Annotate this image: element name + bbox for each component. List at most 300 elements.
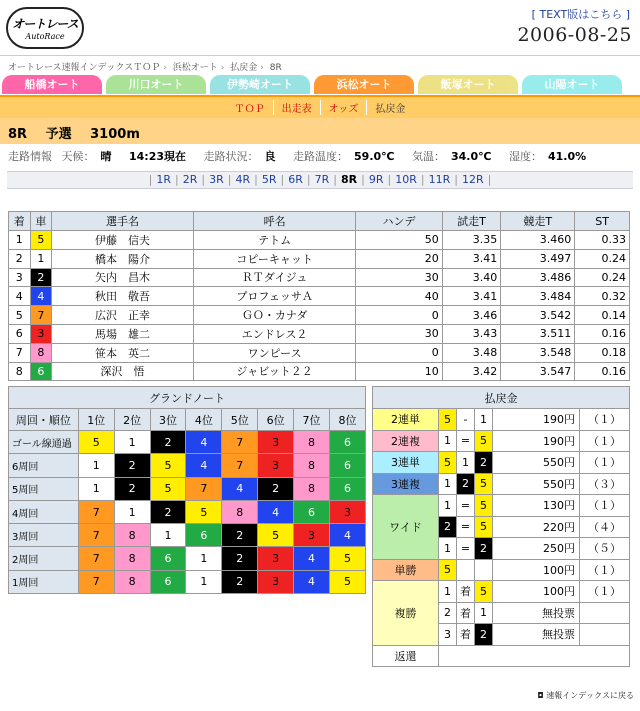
lap-label: 2周回	[9, 547, 79, 570]
result-cell: 8	[9, 362, 31, 381]
car-number-cell: 4	[294, 570, 330, 593]
grand-note-header-cell: 7位	[294, 409, 330, 431]
payout-amount: 100円	[493, 559, 580, 581]
result-cell: 0	[356, 343, 442, 362]
result-cell: 0.32	[575, 287, 630, 306]
car-number-cell: 8	[222, 500, 258, 523]
result-cell: エンドレス２	[193, 324, 356, 343]
result-cell: 3.547	[501, 362, 575, 381]
popularity: （１）	[580, 495, 630, 517]
result-cell: 7	[9, 343, 31, 362]
car-number-cell: 2	[439, 516, 457, 538]
grand-note-header-cell: 4位	[186, 409, 222, 431]
car-number-cell: 8	[114, 570, 150, 593]
race-nav-separator: |	[333, 173, 338, 186]
car-number-cell: 4	[186, 454, 222, 477]
result-cell: 3.497	[501, 249, 575, 268]
weather-time: 14:23現在	[129, 150, 187, 163]
race-nav-link[interactable]: 10R	[395, 173, 417, 186]
payout-amount: 250円	[493, 538, 580, 560]
race-distance: 3100m	[90, 127, 140, 142]
car-number-cell: 3	[258, 570, 294, 593]
car-number-cell: 7	[222, 431, 258, 454]
track-tab[interactable]: 浜松オート	[314, 75, 414, 94]
popularity: （３）	[580, 473, 630, 495]
result-cell: 0.24	[575, 268, 630, 287]
grand-note-row	[9, 570, 366, 593]
result-row	[9, 306, 630, 325]
grand-note-title: グランドノート	[9, 387, 366, 409]
result-row	[9, 249, 630, 268]
car-number-cell: 2	[30, 268, 52, 287]
place-rank: 1	[439, 581, 457, 603]
race-nav-separator: |	[361, 173, 365, 186]
payout-amount: 190円	[493, 409, 580, 431]
race-nav-link[interactable]: 6R	[288, 173, 303, 186]
result-cell: 3.43	[442, 324, 500, 343]
race-nav-link[interactable]: 9R	[368, 173, 384, 186]
car-number-cell: 7	[78, 524, 114, 547]
air-temp-value: 34.0℃	[450, 150, 492, 163]
race-number-nav	[7, 171, 633, 189]
car-number-cell: 1	[475, 409, 493, 431]
race-nav-link[interactable]: 2R	[182, 173, 198, 186]
bet-operator: =	[457, 430, 475, 452]
race-type: 予選	[45, 127, 72, 142]
car-number-cell: 1	[78, 477, 114, 500]
subnav-item[interactable]: オッズ	[320, 100, 367, 115]
breadcrumb-page[interactable]: 払戻金	[230, 63, 258, 73]
result-cell[interactable]: 伊藤 信夫	[52, 231, 194, 250]
bet-operator: =	[457, 538, 475, 560]
breadcrumb: オートレース速報インデックスＴＯＰ › 浜松オート › 払戻金 › 8R	[8, 63, 282, 73]
car-number-cell: 4	[222, 477, 258, 500]
race-nav-link[interactable]: 8R	[341, 173, 358, 186]
result-cell[interactable]: 笹本 英二	[52, 343, 194, 362]
grand-note-header-cell: 2位	[114, 409, 150, 431]
bet-type: 2連単	[373, 409, 439, 431]
result-cell: 50	[356, 231, 442, 250]
result-cell: ワンピース	[193, 343, 356, 362]
car-number-cell: 7	[78, 500, 114, 523]
car-number-cell: 5	[439, 559, 457, 581]
car-number-cell: 3	[329, 500, 365, 523]
race-nav-link[interactable]: 7R	[314, 173, 330, 186]
grand-note-title-row	[9, 387, 366, 409]
result-cell[interactable]: 深沢 悟	[52, 362, 194, 381]
car-number-cell: 1	[114, 500, 150, 523]
payout-amount: 550円	[493, 452, 580, 474]
grand-note-header-cell: 6位	[258, 409, 294, 431]
race-number: 8R	[8, 127, 28, 142]
result-cell[interactable]: 広沢 正幸	[52, 306, 194, 325]
result-header-row	[9, 212, 630, 231]
car-number-cell: 4	[294, 547, 330, 570]
car-number-cell: 6	[150, 547, 186, 570]
car-number-cell: 3	[258, 431, 294, 454]
grand-note-header-cell: 5位	[222, 409, 258, 431]
result-table	[8, 211, 630, 381]
result-row	[9, 362, 630, 381]
popularity: （１）	[580, 430, 630, 452]
payout-amount: 220円	[493, 516, 580, 538]
car-number-cell: 1	[30, 249, 52, 268]
car-number-cell: 5	[475, 516, 493, 538]
car-number-cell: 7	[186, 477, 222, 500]
result-cell: 3.460	[501, 231, 575, 250]
place-rank: 3	[439, 624, 457, 646]
result-header-cell: 競走T	[501, 212, 575, 231]
race-nav-link[interactable]: 5R	[261, 173, 277, 186]
car-number-cell: 5	[475, 473, 493, 495]
payout-amount: 130円	[493, 495, 580, 517]
breadcrumb-index[interactable]: オートレース速報インデックスＴＯＰ	[8, 63, 161, 73]
popularity: （５）	[580, 538, 630, 560]
car-number-cell: 3	[294, 524, 330, 547]
bet-type: 2連複	[373, 430, 439, 452]
popularity: （１）	[580, 581, 630, 603]
lap-label: 5周回	[9, 477, 79, 500]
car-number-cell: 2	[114, 477, 150, 500]
car-number-cell: 2	[222, 524, 258, 547]
breadcrumb-race: 8R	[269, 63, 282, 73]
track-tab[interactable]: 飯塚オート	[418, 75, 518, 94]
track-info	[0, 144, 640, 167]
text-version-label[interactable]: TEXT版はこちら	[539, 8, 623, 21]
popularity	[580, 602, 630, 624]
car-number-cell: 4	[186, 431, 222, 454]
car-number-cell: 7	[30, 306, 52, 325]
breadcrumb-track[interactable]: 浜松オート	[172, 63, 218, 73]
bet-type: 3連複	[373, 473, 439, 495]
car-number-cell: 1	[439, 495, 457, 517]
car-number-cell: 1	[439, 538, 457, 560]
result-cell: 6	[9, 324, 31, 343]
car-number-cell: 5	[475, 495, 493, 517]
car-number-cell: 6	[329, 431, 365, 454]
payout-row	[373, 495, 630, 517]
result-cell: 40	[356, 287, 442, 306]
result-cell: ＲＴダイジュ	[193, 268, 356, 287]
car-number-cell: 3	[30, 324, 52, 343]
result-cell: 30	[356, 268, 442, 287]
car-number-cell: 8	[294, 477, 330, 500]
car-number-cell: 8	[114, 524, 150, 547]
car-number-cell: 1	[186, 570, 222, 593]
car-number-cell: 8	[294, 454, 330, 477]
race-nav-separator: |	[175, 173, 179, 186]
result-cell[interactable]: 馬場 雄二	[52, 324, 194, 343]
grand-note-row	[9, 500, 366, 523]
payout-row	[373, 452, 630, 474]
track-cond-value: 良	[264, 150, 276, 163]
bet-operator	[457, 559, 475, 581]
race-nav-separator: |	[454, 173, 458, 186]
race-header	[0, 118, 640, 144]
result-cell: 3.548	[501, 343, 575, 362]
popularity: （１）	[580, 452, 630, 474]
race-nav-separator: |	[420, 173, 425, 186]
car-number-cell: 2	[222, 547, 258, 570]
grand-note-header-cell: 8位	[329, 409, 365, 431]
subnav-item[interactable]: ＴＯＰ	[234, 104, 265, 115]
result-cell: 5	[9, 306, 31, 325]
result-cell: 3.41	[442, 287, 500, 306]
car-number-cell: 5	[258, 524, 294, 547]
result-row	[9, 268, 630, 287]
bet-operator: 着	[457, 581, 475, 603]
car-number-cell: 1	[150, 524, 186, 547]
race-nav-separator: |	[148, 173, 153, 186]
track-tabs	[0, 75, 640, 95]
payout-row	[373, 645, 630, 667]
weather-value: 晴	[100, 150, 112, 163]
car-number-cell: 6	[294, 500, 330, 523]
car-number-cell: 8	[294, 431, 330, 454]
car-number-cell: 6	[186, 524, 222, 547]
result-cell[interactable]: 橋本 陽介	[52, 249, 194, 268]
bet-operator: =	[457, 495, 475, 517]
race-nav-link[interactable]: 12R	[461, 173, 484, 186]
car-number-cell: 1	[186, 547, 222, 570]
result-cell: ジャビット２２	[193, 362, 356, 381]
humidity-value: 41.0%	[547, 150, 587, 163]
result-cell: 3.486	[501, 268, 575, 287]
track-info-label: 走路情報	[8, 150, 52, 163]
result-cell: 30	[356, 324, 442, 343]
payout-table	[372, 386, 630, 667]
car-number-cell: 2	[475, 624, 493, 646]
car-number-cell: 4	[30, 287, 52, 306]
car-number-cell: 2	[150, 431, 186, 454]
result-cell: ＧＯ・カナダ	[193, 306, 356, 325]
grand-note-table	[8, 386, 366, 594]
place-rank: 2	[439, 602, 457, 624]
car-number-cell: 2	[475, 538, 493, 560]
race-nav-link[interactable]: 4R	[235, 173, 251, 186]
grand-note-row	[9, 547, 366, 570]
bet-operator: 着	[457, 602, 475, 624]
car-number-cell: 6	[150, 570, 186, 593]
result-cell: 3.41	[442, 249, 500, 268]
refund-cell	[439, 645, 630, 667]
subnav-item[interactable]: 払戻金	[366, 100, 413, 115]
bet-operator: 着	[457, 624, 475, 646]
payout-row	[373, 409, 630, 431]
car-number-cell: 6	[329, 477, 365, 500]
track-cond-key: 走路状況：	[203, 150, 259, 163]
payout-amount: 190円	[493, 430, 580, 452]
result-cell[interactable]: 矢内 昌木	[52, 268, 194, 287]
result-cell: 4	[9, 287, 31, 306]
track-tab[interactable]: 川口オート	[106, 75, 206, 94]
text-version-link[interactable]: [ TEXT版はこちら ]	[531, 8, 630, 21]
result-cell: 3.484	[501, 287, 575, 306]
grand-note-header-cell: 周回・順位	[9, 409, 79, 431]
empty-cell	[475, 559, 493, 581]
back-to-index-link[interactable]	[537, 690, 634, 701]
grand-note-row	[9, 524, 366, 547]
car-number-cell: 2	[222, 570, 258, 593]
car-number-cell: 1	[439, 473, 457, 495]
car-number-cell: 1	[439, 430, 457, 452]
car-number-cell: 5	[475, 581, 493, 603]
result-row	[9, 231, 630, 250]
result-header-cell: 選手名	[52, 212, 194, 231]
car-number-cell: 5	[439, 409, 457, 431]
car-number-cell: 5	[150, 454, 186, 477]
payout-title: 払戻金	[373, 387, 630, 409]
car-number-cell: 1	[114, 431, 150, 454]
result-cell: 3.40	[442, 268, 500, 287]
car-number-cell: 5	[78, 431, 114, 454]
result-cell: 0.24	[575, 249, 630, 268]
race-nav-link[interactable]: 1R	[156, 173, 172, 186]
race-nav-separator: |	[280, 173, 285, 186]
popularity	[580, 624, 630, 646]
race-nav-separator: |	[227, 173, 232, 186]
car-number-cell: 2	[114, 454, 150, 477]
result-row	[9, 287, 630, 306]
car-number-cell: 5	[475, 430, 493, 452]
track-temp-value: 59.0℃	[354, 150, 395, 163]
popularity: （１）	[580, 409, 630, 431]
subnav-item[interactable]: 出走表	[273, 100, 320, 115]
race-nav-separator: |	[201, 173, 206, 186]
car-number-cell: 8	[30, 343, 52, 362]
car-number-cell: 7	[78, 570, 114, 593]
car-number-cell: 5	[186, 500, 222, 523]
result-cell: 3.511	[501, 324, 575, 343]
bet-type: 単勝	[373, 559, 439, 581]
result-cell: テトム	[193, 231, 356, 250]
grand-note-header-row	[9, 409, 366, 431]
payout-amount: 550円	[493, 473, 580, 495]
weather-key: 天候：	[61, 150, 95, 163]
result-cell: 1	[9, 231, 31, 250]
payout-row	[373, 473, 630, 495]
result-cell: 0.18	[575, 343, 630, 362]
result-cell: 3.46	[442, 306, 500, 325]
air-temp-key: 気温：	[411, 150, 445, 163]
result-cell: 3.42	[442, 362, 500, 381]
race-nav-separator: |	[254, 173, 258, 186]
race-nav-link[interactable]: 3R	[209, 173, 224, 186]
grand-note-header-cell: 3位	[150, 409, 186, 431]
car-number-cell: 7	[222, 454, 258, 477]
track-tab[interactable]: 船橋オート	[2, 75, 102, 94]
result-cell: 10	[356, 362, 442, 381]
result-cell: 2	[9, 249, 31, 268]
payout-amount: 無投票	[493, 624, 580, 646]
result-header-cell: 着	[9, 212, 31, 231]
lap-label: ゴール線通過	[9, 431, 79, 454]
popularity: （１）	[580, 559, 630, 581]
payout-amount: 100円	[493, 581, 580, 603]
result-cell: 0.33	[575, 231, 630, 250]
lap-label: 3周回	[9, 524, 79, 547]
car-number-cell: 3	[258, 547, 294, 570]
result-cell[interactable]: 秋田 敬吾	[52, 287, 194, 306]
car-number-cell: 5	[30, 231, 52, 250]
popularity: （４）	[580, 516, 630, 538]
result-cell: 3.542	[501, 306, 575, 325]
logo-main: オートレース	[12, 17, 78, 31]
lap-label: 6周回	[9, 454, 79, 477]
header	[0, 0, 640, 56]
car-number-cell: 2	[258, 477, 294, 500]
result-cell: 20	[356, 249, 442, 268]
car-number-cell: 5	[329, 570, 365, 593]
car-number-cell: 1	[475, 602, 493, 624]
car-number-cell: 7	[78, 547, 114, 570]
car-number-cell: 2	[475, 452, 493, 474]
page-date: 2006-08-25	[517, 24, 632, 46]
bet-type: 返還	[373, 645, 439, 667]
logo-sub: AutoRace	[25, 32, 65, 41]
result-cell: 0.16	[575, 324, 630, 343]
track-tab[interactable]: 山陽オート	[522, 75, 622, 94]
car-number-cell: 5	[150, 477, 186, 500]
sub-navigation	[0, 95, 640, 118]
track-temp-key: 走路温度：	[293, 150, 349, 163]
result-cell: コピーキャット	[193, 249, 356, 268]
result-cell: 3	[9, 268, 31, 287]
result-row	[9, 324, 630, 343]
bet-type: ワイド	[373, 495, 439, 560]
payout-title-row	[373, 387, 630, 409]
result-row	[9, 343, 630, 362]
car-number-cell: 1	[78, 454, 114, 477]
result-header-cell: ST	[575, 212, 630, 231]
car-number-cell: 5	[439, 452, 457, 474]
grand-note-header-cell: 1位	[78, 409, 114, 431]
back-icon: ◘	[537, 691, 547, 700]
car-number-cell: 6	[30, 362, 52, 381]
car-number-cell: 1	[457, 452, 475, 474]
race-nav-link[interactable]: 11R	[428, 173, 451, 186]
result-header-cell: ハンデ	[356, 212, 442, 231]
track-tab[interactable]: 伊勢崎オート	[210, 75, 310, 94]
payout-row	[373, 581, 630, 603]
payout-amount: 無投票	[493, 602, 580, 624]
autorace-logo[interactable]	[6, 7, 84, 49]
payout-row	[373, 430, 630, 452]
bet-operator: =	[457, 516, 475, 538]
grand-note-row	[9, 477, 366, 500]
bet-operator: -	[457, 409, 475, 431]
back-to-index-label[interactable]: 速報インデックスに戻る	[546, 691, 634, 700]
result-header-cell: 試走T	[442, 212, 500, 231]
result-cell: プロフェッサＡ	[193, 287, 356, 306]
result-cell: 3.35	[442, 231, 500, 250]
car-number-cell: 3	[258, 454, 294, 477]
result-header-cell: 呼名	[193, 212, 356, 231]
result-cell: 0	[356, 306, 442, 325]
lap-label: 1周回	[9, 570, 79, 593]
result-header-cell: 車	[30, 212, 52, 231]
car-number-cell: 8	[114, 547, 150, 570]
bet-type: 複勝	[373, 581, 439, 646]
car-number-cell: 2	[150, 500, 186, 523]
race-nav-separator: |	[487, 173, 492, 186]
car-number-cell: 5	[329, 547, 365, 570]
car-number-cell: 4	[329, 524, 365, 547]
result-cell: 0.14	[575, 306, 630, 325]
car-number-cell: 2	[457, 473, 475, 495]
bet-type: 3連単	[373, 452, 439, 474]
lap-label: 4周回	[9, 500, 79, 523]
